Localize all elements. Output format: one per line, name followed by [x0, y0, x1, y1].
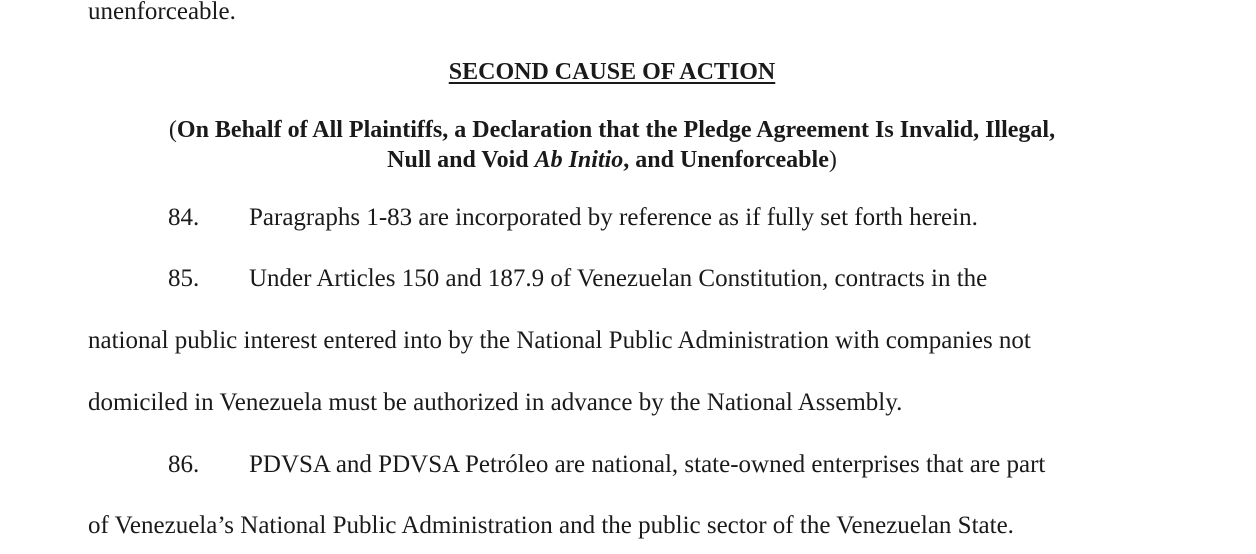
paragraph-number-86: 86. [168, 451, 200, 478]
paragraph-number-84: 84. [168, 204, 200, 231]
paragraph-number-85: 85. [168, 265, 200, 292]
subtitle-italic-ab-initio: Ab Initio [534, 147, 624, 173]
section-subtitle-line-2 [0, 145, 1224, 175]
paragraph-85-first-line: Under Articles 150 and 187.9 of Venezuelan Constitution, contracts in the [249, 265, 988, 292]
subtitle-line-2-text: Null and Void [387, 147, 535, 173]
subtitle-close-paren: ) [828, 147, 837, 173]
subtitle-line-2-end: , and Unenforceable [623, 147, 829, 173]
paragraph-84-text: Paragraphs 1-83 are incorporated by reference as if fully set forth herein. [249, 204, 978, 231]
paragraph-85-line-2: national public interest entered into by the National Public Administration with companies not [88, 327, 1031, 354]
section-subtitle-line-1 [0, 115, 1224, 145]
paragraph-86-first-line: PDVSA and PDVSA Petróleo are national, state-owned enterprises that are part [249, 451, 1046, 478]
subtitle-open-paren: ( [168, 117, 177, 143]
previous-paragraph-fragment: unenforceable. [88, 0, 236, 25]
paragraph-85-line-3: domiciled in Venezuela must be authorized in advance by the National Assembly. [88, 389, 903, 416]
subtitle-line-1-text: On Behalf of All Plaintiffs, a Declaration that the Pledge Agreement Is Invalid, Illegal, [176, 117, 1056, 143]
section-title: SECOND CAUSE OF ACTION [448, 59, 776, 85]
paragraph-86-line-2: of Venezuela’s National Public Administration and the public sector of the Venezuelan State. [88, 512, 1014, 539]
